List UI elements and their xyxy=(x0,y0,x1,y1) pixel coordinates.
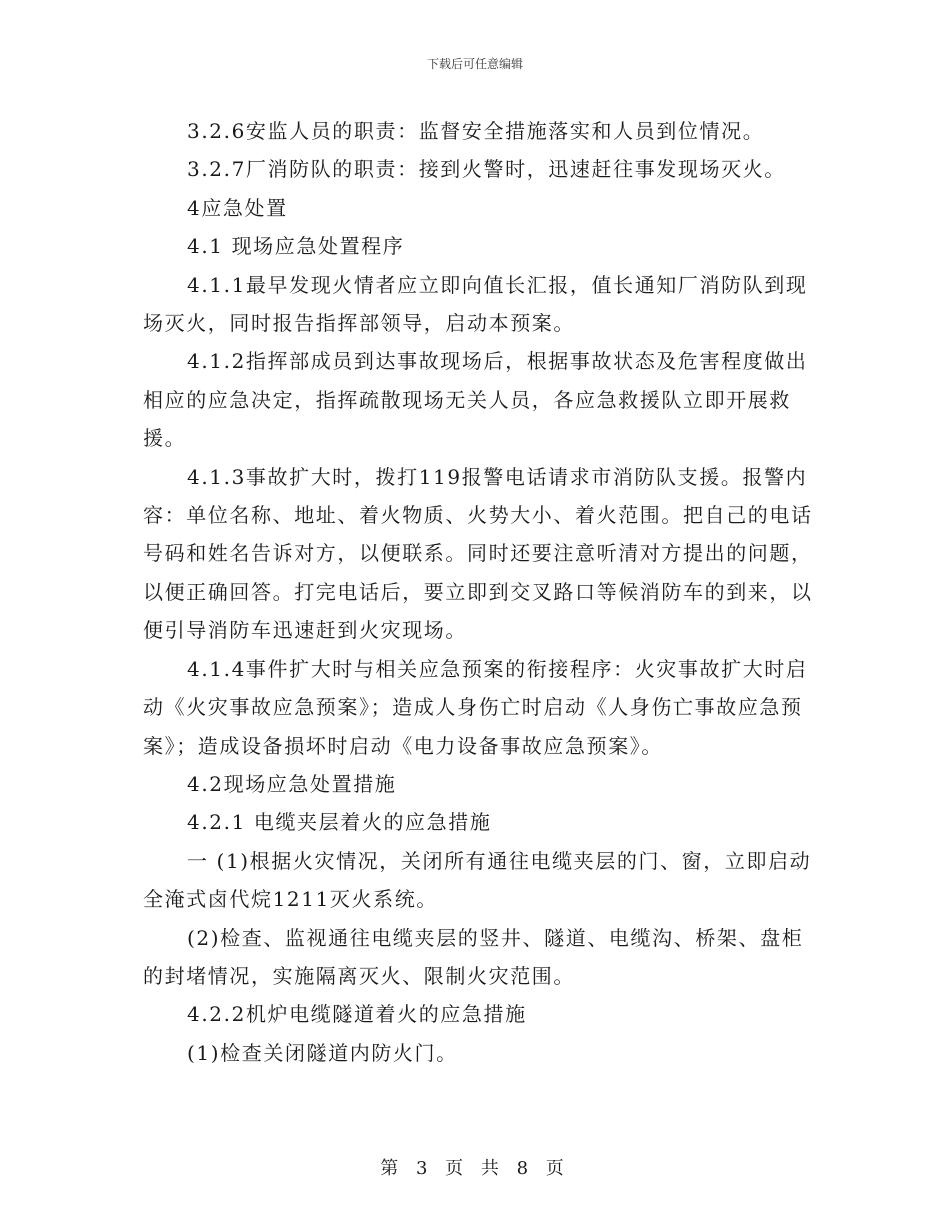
paragraph: 4.1.3事故扩大时，拨打119报警电话请求市消防队支援。报警内容：单位名称、地址、着火物质、火势大小、着火范围。把自己的电话号码和姓名告诉对方，以便联系。同时还要注意听清对方提出的问题，以便正确回答。打完电话后，要立即到交叉路口等候消防车的到来，以便引导消防车迅速赶到火灾现场。 xyxy=(143,464,813,643)
section-heading: 4.2.1 电缆夹层着火的应急措施 xyxy=(187,810,492,835)
paragraph: 4.1.4事件扩大时与相关应急预案的衔接程序：火灾事故扩大时启动《火灾事故应急预案》；造成人身伤亡时启动《人身伤亡事故应急预案》；造成设备损坏时启动《电力设备事故应急预案》。 xyxy=(143,656,808,758)
paragraph: 3.2.7厂消防队的职责：接到火警时，迅速赶往事发现场灭火。 xyxy=(187,157,786,182)
section-heading: 4.2.2机炉电缆隧道着火的应急措施 xyxy=(187,1002,527,1027)
page-number-footer: 第 3 页 共 8 页 xyxy=(380,1158,570,1179)
paragraph: 4.1.1最早发现火情者应立即向值长汇报，值长通知厂消防队到现场灭火，同时报告指挥部领导，启动本预案。 xyxy=(143,272,808,336)
document-body xyxy=(143,112,813,1072)
section-heading: 4.2现场应急处置措施 xyxy=(187,771,397,796)
paragraph: (1)检查关闭隧道内防火门。 xyxy=(187,1040,458,1065)
paragraph: 3.2.6安监人员的职责：监督安全措施落实和人员到位情况。 xyxy=(187,119,765,143)
paragraph: 一 (1)根据火灾情况，关闭所有通往电缆夹层的门、窗，立即启动全淹式卤代烷1211灭火系统。 xyxy=(143,848,812,912)
paragraph: (2)检查、监视通往电缆夹层的竖井、隧道、电缆沟、桥架、盘柜的封堵情况，实施隔离灭火、限制火灾范围。 xyxy=(143,925,804,988)
paragraph: 4.1.2指挥部成员到达事故现场后，根据事故状态及危害程度做出相应的应急决定，指挥疏散现场无关人员，各应急救援队立即开展救援。 xyxy=(143,349,808,451)
section-heading: 4.1 现场应急处置程序 xyxy=(187,234,405,259)
page-header-note: 下载后可任意编辑 xyxy=(426,57,523,71)
section-heading: 4应急处置 xyxy=(187,195,288,220)
